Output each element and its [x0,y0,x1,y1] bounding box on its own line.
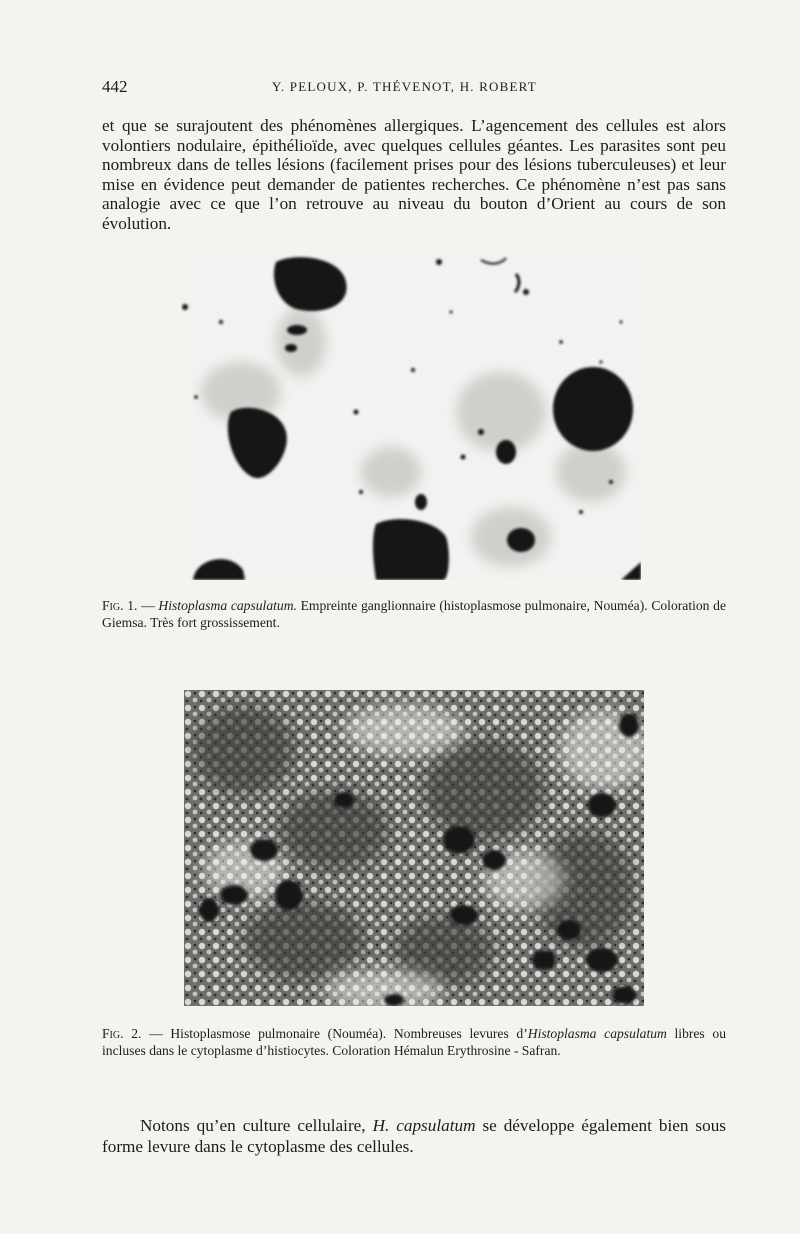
figure-2-micrograph [184,690,644,1006]
micrograph-hes-image [184,690,644,1006]
body-paragraph-bottom [102,1115,726,1157]
figure-1-caption-text: Empreinte ganglionnaire (histoplasmose pulmonaire, Nouméa). Coloration de Giemsa. Très fort grossissement. [102,598,726,630]
figure-1-caption [102,598,726,631]
figure-1-label: Fig. 1. [102,598,138,613]
figure-2-label: Fig. 2. [102,1026,142,1041]
paragraph-bottom-end: se développe également bien sous forme levure dans le cytoplasme des cellules. [102,1116,726,1156]
body-paragraph-top: et que se surajoutent des phénomènes allergiques. L’agencement des cellules est alors volontiers nodulaire, épithélioïde, avec quelques cellules géantes. Les parasites sont peu nombreux dans de telles lésions (facilement prises pour des lésions tuberculeuses) et leur mise en évidence peut demander de patientes recherches. Ce phénomène n’est pas sans analogie avec ce que l’on retrouve au niveau du bouton d’Orient au cours de son évolution. [102,116,726,233]
figure-1-micrograph [181,252,641,580]
figure-2-caption [102,1026,726,1059]
figure-1-dash: — [137,598,159,613]
paragraph-bottom-species: H. capsulatum [372,1116,476,1135]
figure-1-species: Histoplasma capsulatum. [158,598,297,613]
figure-2-caption-text-end: libres ou incluses dans le cytoplasme d’histiocytes. Coloration Hémalun Erythrosine - Safran. [102,1026,726,1058]
micrograph-giemsa-image [181,252,641,580]
running-header: Y. PELOUX, P. THÉVENOT, H. ROBERT [272,79,537,94]
page-number: 442 [102,77,128,96]
figure-2-caption-text: Histoplasmose pulmonaire (Nouméa). Nombreuses levures d’ [170,1026,528,1041]
paragraph-bottom-start: Notons qu’en culture cellulaire, [140,1116,373,1135]
figure-2-species: Histoplasma capsulatum [527,1026,667,1041]
figure-2-dash: — [141,1026,171,1041]
